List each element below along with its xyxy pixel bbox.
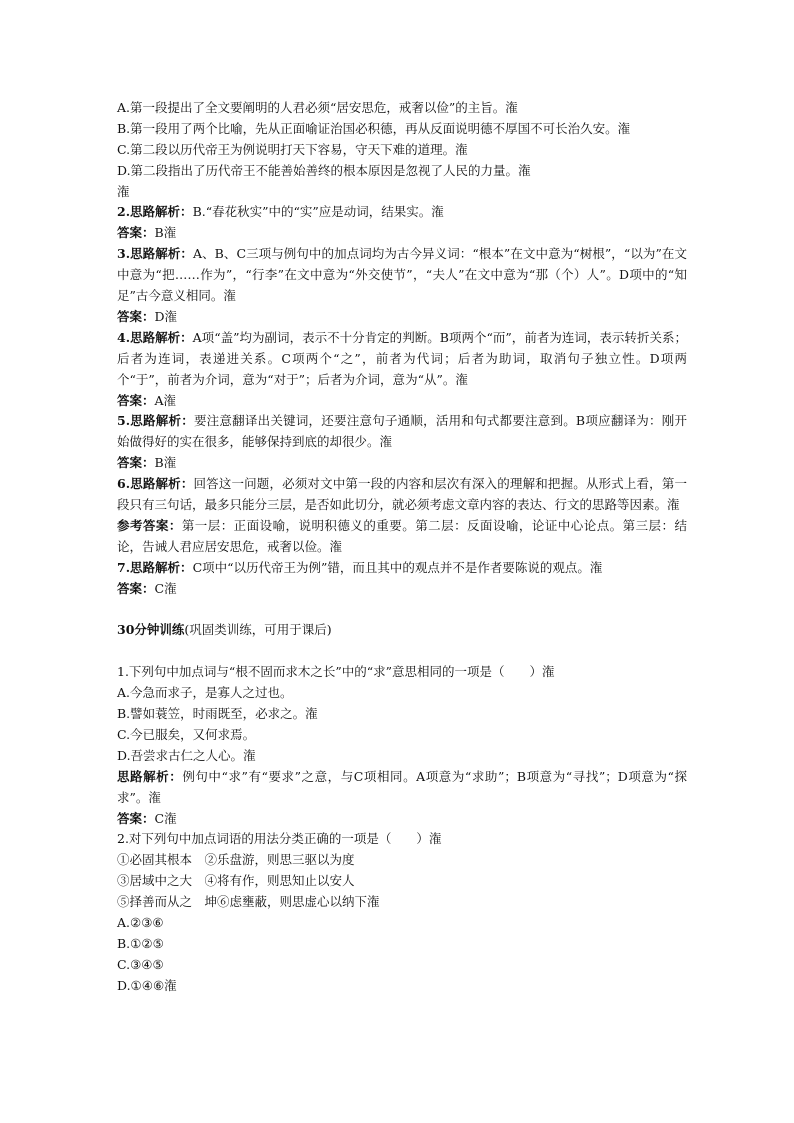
document-content — [117, 98, 687, 997]
mark-glyph: 潅 — [455, 141, 468, 157]
answer-5: 答案：B潅 — [117, 455, 177, 471]
mark-glyph: 潅 — [117, 183, 130, 199]
question-1-option-a: A.今急而求子，是寡人之过也。 — [117, 685, 293, 701]
mark-glyph: 潅 — [163, 225, 177, 241]
answer-4: 答案：A潅 — [117, 392, 177, 408]
question-1-analysis: 思路解析：例句中“求”有“要求”之意，与C项相同。A项意为“求助”；B项意为“寻找”；D项意为“探求”。潅 — [117, 768, 687, 805]
question-1-option-c: C.今已服矣，又何求焉。 — [117, 726, 256, 742]
question-1-option-d: D.吾尝求古仁之人心。潅 — [117, 747, 256, 763]
question-2-items-2: ③居域中之大 ④将有作，则思知止以安人 — [117, 873, 355, 889]
analysis-4: 4.思路解析：A项“盖”均为副词，表示不十分肯定的判断。B项两个“而”，前者为连词，表示转折关系；后者为连词，表递进关系。C项两个“之”，前者为代词；后者为助词，取消句子独立性。D项两个“于”，前者为介词，意为“对于”；后者为介词，意为“从”。潅 — [117, 329, 687, 387]
mark-glyph: 潅 — [164, 977, 177, 993]
mark-glyph: 潅 — [223, 288, 236, 304]
mark-glyph: 潅 — [367, 894, 380, 910]
answer-3: 答案：D潅 — [117, 308, 178, 324]
option-a: A.第一段提出了全文要阐明的人君必须“居安思危，戒奢以俭”的主旨。潅 — [117, 100, 518, 115]
question-2-option-a: A.②③⑥ — [117, 914, 164, 930]
analysis-3: 3.思路解析：A、B、C三项与例句中的加点词均为古今异义词：“根本”在文中意为“树根”，“以为”在文中意为“把……作为”，“行李”在文中意为“外交使节”，“夫人”在文中意为“那（个）人”。D项中的“知足”古今意义相同。潅 — [117, 246, 687, 304]
question-1-stem: 1.下列句中加点词与“根不固而求木之长”中的“求”意思相同的一项是（ ）潅 — [117, 664, 555, 680]
question-2-items-1: ①必固其根本 ②乐盘游，则思三驱以为度 — [117, 852, 355, 868]
analysis-2: 2.思路解析：B.“春花秋实”中的“实”应是动词，结果实。潅 — [117, 204, 444, 220]
option-c: C.第二段以历代帝王为例说明打天下容易，守天下难的道理。潅 — [117, 141, 468, 157]
question-2-option-b: B.①②⑤ — [117, 935, 164, 951]
mark-glyph: 潅 — [305, 706, 318, 722]
question-2-items-3: ⑤择善而从之 坤⑥虑壅蔽，则思虚心以纳下潅 — [117, 894, 380, 910]
mark-glyph: 潅 — [542, 664, 555, 680]
question-1-answer: 答案：C潅 — [117, 810, 177, 826]
mark-glyph: 潅 — [148, 789, 161, 805]
mark-glyph: 潅 — [428, 831, 442, 847]
answer-7: 答案：C潅 — [117, 580, 177, 596]
mark-glyph: 潅 — [431, 204, 444, 220]
question-2-stem: 2.对下列句中加点词语的用法分类正确的一项是（ ）潅 — [117, 831, 442, 847]
option-b: B.第一段用了两个比喻，先从正面喻证治国必积德，再从反面说明德不厚国不可长治久安。潅 — [117, 120, 631, 136]
analysis-5: 5.思路解析：要注意翻译出关键词，还要注意句子通顺，活用和句式都要注意到。B项应翻译为：刚开始做得好的实在很多，能够保持到底的却很少。潅 — [117, 413, 687, 450]
answer-2: 答案：B潅 — [117, 225, 177, 241]
spacer — [117, 600, 687, 621]
mark-glyph: 潅 — [455, 371, 468, 387]
option-d: D.第二段指出了历代帝王不能善始善终的根本原因是忽视了人民的力量。潅 — [117, 162, 531, 178]
mark-glyph: 潅 — [617, 120, 631, 136]
question-1-option-b: B.譬如蓑笠，时雨既至，必求之。潅 — [117, 706, 318, 722]
mark-glyph: 潅 — [505, 100, 518, 115]
spacer — [117, 641, 687, 662]
analysis-6: 6.思路解析：回答这一问题，必须对文中第一段的内容和层次有深入的理解和把握。从形式上看，第一段只有三句话，最多只能分三层，是否如此切分，就必须考虑文章内容的表达、行文的思路等因素。潅 — [117, 476, 687, 513]
mark-glyph: 潅 — [329, 538, 343, 554]
question-2-option-c: C.③④⑤ — [117, 956, 164, 972]
mark-glyph: 潅 — [163, 392, 177, 408]
mark-glyph: 潅 — [243, 747, 256, 763]
analysis-7: 7.思路解析：C项中“以历代帝王为例”错，而且其中的观点并不是作者要陈说的观点。潅 — [117, 559, 603, 575]
reference-answer-6: 参考答案：第一层：正面设喻，说明积德义的重要。第二层：反面设喻，论证中心论点。第三层：结论，告诫人君应居安思危，戒奢以俭。潅 — [117, 517, 687, 554]
mark-glyph: 潅 — [164, 580, 177, 596]
mark-glyph: 潅 — [379, 434, 393, 450]
mark-glyph: 潅 — [164, 810, 177, 826]
mark-glyph: 潅 — [589, 559, 603, 575]
mark-glyph: 潅 — [518, 162, 531, 178]
question-2-option-d: D.①④⑥潅 — [117, 977, 177, 993]
mark-glyph: 潅 — [667, 497, 680, 513]
section-heading: 30分钟训练(巩固类训练，可用于课后) — [117, 622, 332, 638]
mark-glyph: 潅 — [164, 308, 178, 324]
mark-glyph: 潅 — [163, 455, 177, 471]
mark-line — [117, 182, 687, 203]
